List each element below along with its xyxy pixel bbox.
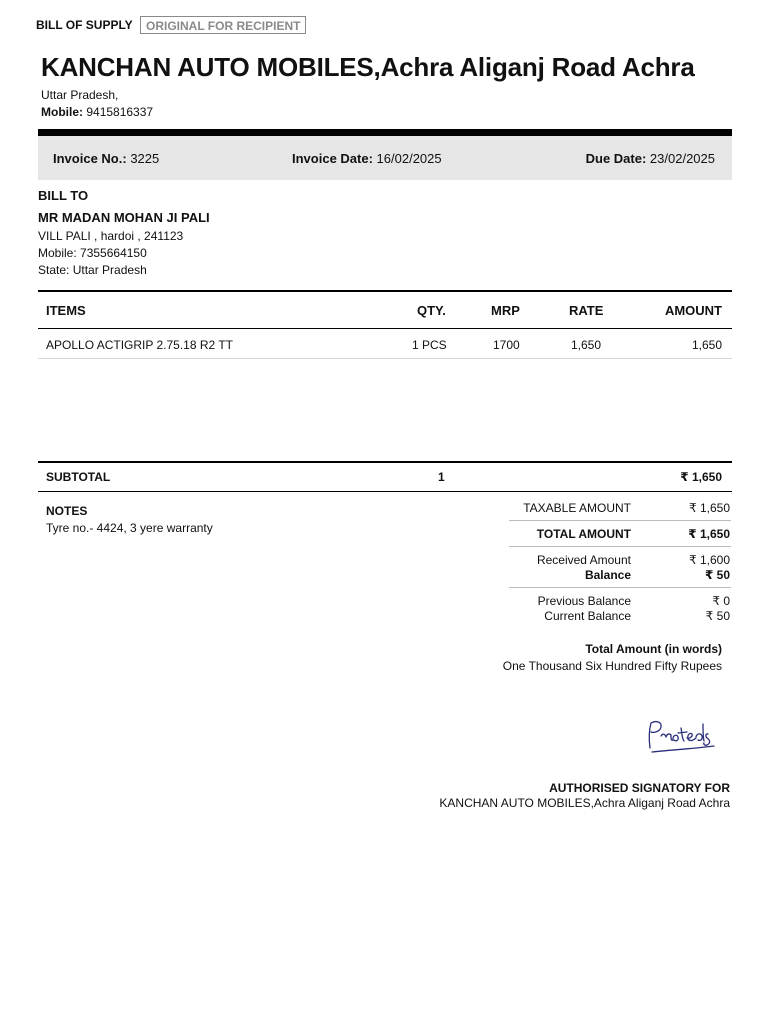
column-header-rate: RATE: [569, 303, 604, 318]
summary-divider-3: [509, 587, 731, 588]
summary-divider-2: [509, 546, 731, 547]
previous-balance-label: Previous Balance: [537, 594, 631, 608]
item-qty: 1 PCS: [412, 338, 447, 352]
buyer-mobile: [38, 246, 147, 260]
items-header-bottom-rule: [38, 328, 732, 329]
invoice-number: [53, 151, 159, 166]
current-balance-label: Current Balance: [544, 609, 631, 623]
document-type: BILL OF SUPPLY: [36, 18, 133, 32]
item-amount: 1,650: [691, 338, 722, 352]
total-amount-value: ₹ 1,650: [688, 527, 730, 541]
amount-in-words-value: One Thousand Six Hundred Fifty Rupees: [502, 659, 722, 673]
subtotal-amount: ₹ 1,650: [680, 470, 722, 484]
received-amount-value: ₹ 1,600: [689, 553, 730, 567]
signatory-company: KANCHAN AUTO MOBILES,Achra Aliganj Road Achra: [439, 796, 730, 810]
due-date-label: Due Date:: [585, 151, 647, 166]
subtotal-qty: 1: [438, 470, 445, 484]
buyer-state-value: Uttar Pradesh: [72, 263, 147, 277]
taxable-amount-value: ₹ 1,650: [689, 501, 730, 515]
invoice-number-label: Invoice No.:: [53, 151, 127, 166]
amount-in-words-label: Total Amount (in words): [585, 642, 722, 656]
subtotal-top-rule: [38, 461, 732, 463]
due-date: [586, 151, 715, 166]
total-amount-label: TOTAL AMOUNT: [536, 527, 631, 541]
item-mrp: 1700: [493, 338, 520, 352]
summary-divider-1: [509, 520, 731, 521]
invoice-date: [292, 151, 442, 166]
column-header-items: ITEMS: [46, 303, 86, 318]
buyer-address: VILL PALI , hardoi , 241123: [38, 229, 184, 243]
item-name: APOLLO ACTIGRIP 2.75.18 R2 TT: [46, 338, 233, 352]
subtotal-bottom-rule: [38, 491, 732, 492]
seller-mobile: [41, 105, 153, 119]
taxable-amount-label: TAXABLE AMOUNT: [523, 501, 631, 515]
balance-value: ₹ 50: [704, 568, 730, 582]
invoice-date-label: Invoice Date:: [292, 151, 373, 166]
copy-badge: ORIGINAL FOR RECIPIENT: [140, 16, 306, 34]
invoice-date-value: 16/02/2025: [376, 151, 442, 166]
column-header-qty: QTY.: [417, 303, 446, 318]
seller-mobile-label: Mobile:: [41, 105, 83, 119]
signature-image: [640, 712, 732, 758]
seller-mobile-value: 9415816337: [86, 105, 154, 119]
invoice-number-value: 3225: [130, 151, 160, 166]
item-rate: 1,650: [571, 338, 602, 352]
previous-balance-value: ₹ 0: [712, 594, 730, 608]
buyer-state: [38, 263, 147, 277]
buyer-name: MR MADAN MOHAN JI PALI: [38, 210, 210, 225]
item-row-divider: [38, 358, 732, 359]
authorised-signatory-label: AUTHORISED SIGNATORY FOR: [549, 781, 730, 795]
received-amount-label: Received Amount: [536, 553, 631, 567]
seller-name: KANCHAN AUTO MOBILES,Achra Aliganj Road Achra: [41, 52, 695, 82]
current-balance-value: ₹ 50: [705, 609, 730, 623]
due-date-value: 23/02/2025: [649, 151, 715, 166]
top-rule: [38, 129, 732, 136]
bill-to-heading: BILL TO: [38, 188, 89, 203]
column-header-mrp: MRP: [491, 303, 520, 318]
notes-text: Tyre no.- 4424, 3 yere warranty: [46, 521, 213, 535]
buyer-state-label: State:: [38, 263, 70, 277]
subtotal-label: SUBTOTAL: [46, 470, 111, 484]
buyer-mobile-label: Mobile:: [38, 246, 77, 260]
column-header-amount: AMOUNT: [664, 303, 722, 318]
buyer-mobile-value: 7355664150: [80, 246, 147, 260]
notes-heading: NOTES: [46, 504, 88, 518]
seller-address: Uttar Pradesh,: [41, 88, 119, 102]
items-header-top-rule: [38, 290, 732, 292]
balance-label: Balance: [584, 568, 631, 582]
